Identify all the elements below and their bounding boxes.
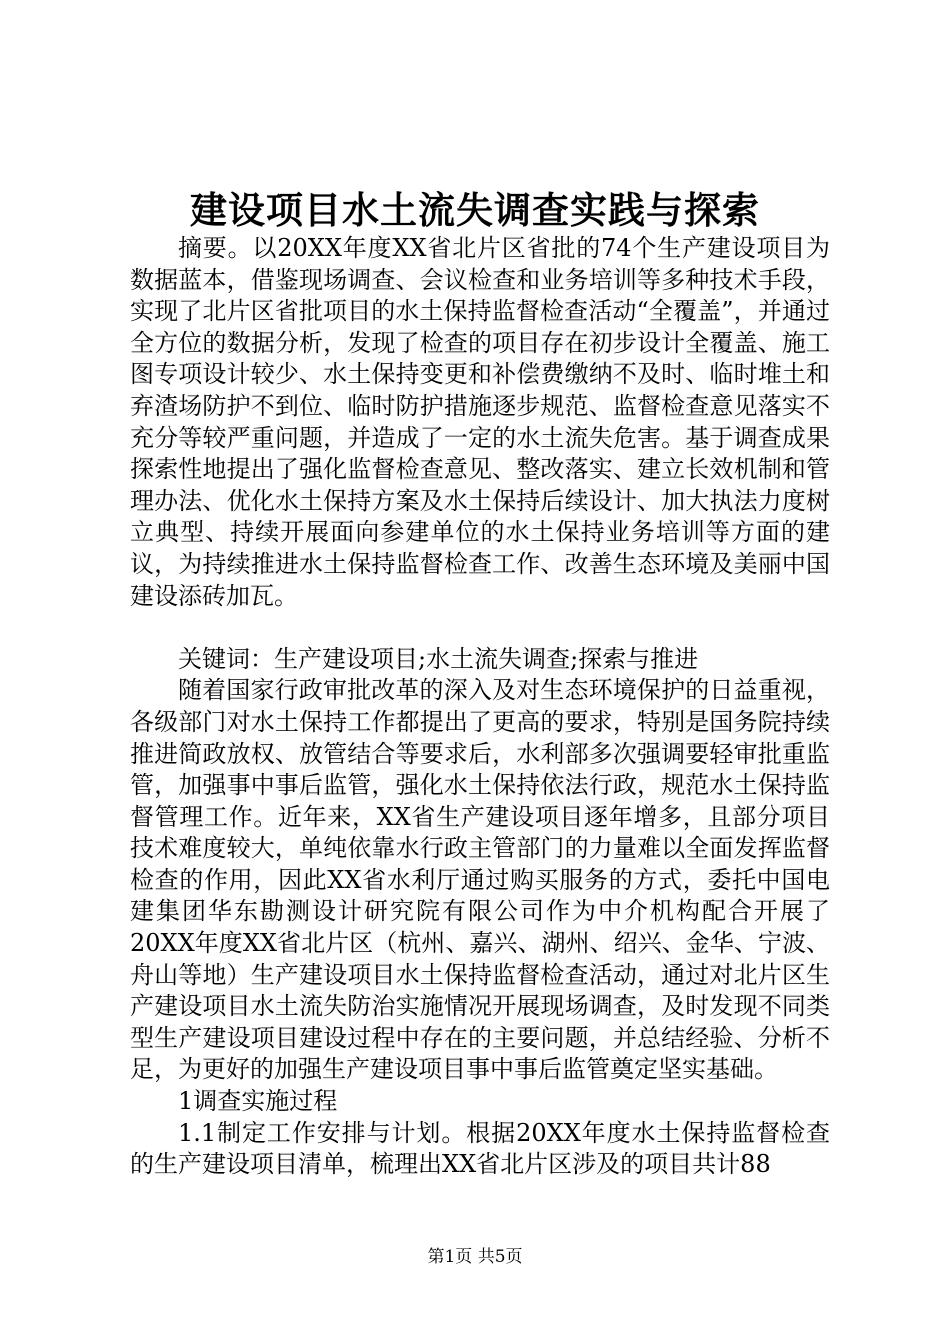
document-body bbox=[130, 233, 830, 1181]
page-footer: 第1页 共5页 bbox=[427, 1247, 523, 1267]
keywords-paragraph: 关键词：生产建设项目;水土流失调查;探索与推进 bbox=[178, 644, 699, 673]
document-title: 建设项目水土流失调查实践与探索 bbox=[190, 188, 760, 232]
intro-paragraph: 随着国家行政审批改革的深入及对生态环境保护的日益重视，各级部门对水土保持工作都提出了更高的要求，特别是国务院持续推进简政放权、放管结合等要求后，水利部多次强调要轻审批重监管，加强事中事后监管，强化水土保持依法行政，规范水土保持监督管理工作。近年来，XX省生产建设项目逐年增多，且部分项目技术难度较大，单纯依靠水行政主管部门的力量难以全面发挥监督检查的作用，因此XX省水利厅通过购买服务的方式，委托中国电建集团华东勘测设计研究院有限公司作为中介机构配合开展了20XX年度XX省北片区（杭州、嘉兴、湖州、绍兴、金华、宁波、舟山等地）生产建设项目水土保持监督检查活动，通过对北片区生产建设项目水土流失防治实施情况开展现场调查，及时发现不同类型生产建设项目建设过程中存在的主要问题，并总结经验、分析不足，为更好的加强生产建设项目事中事后监管奠定坚实基础。 bbox=[130, 676, 830, 1084]
subsection-paragraph: 1.1制定工作安排与计划。根据20XX年度水土保持监督检查的生产建设项目清单，梳理出XX省北片区涉及的项目共计88 bbox=[130, 1118, 830, 1179]
abstract-paragraph: 摘要。以20XX年度XX省北片区省批的74个生产建设项目为数据蓝本，借鉴现场调查、会议检查和业务培训等多种技术手段，实现了北片区省批项目的水土保持监督检查活动“全覆盖”，并通过全方位的数据分析，发现了检查的项目存在初步设计全覆盖、施工图专项设计较少、水土保持变更和补偿费缴纳不及时、临时堆土和弃渣场防护不到位、临时防护措施逐步规范、监督检查意见落实不充分等较严重问题，并造成了一定的水土流失危害。基于调查成果探索性地提出了强化监督检查意见、整改落实、建立长效机制和管理办法、优化水土保持方案及水土保持后续设计、加大执法力度树立典型、持续开展面向参建单位的水土保持业务培训等方面的建议，为持续推进水土保持监督检查工作、改善生态环境及美丽中国建设添砖加瓦。 bbox=[130, 234, 830, 610]
section-heading: 1调查实施过程 bbox=[178, 1087, 338, 1116]
